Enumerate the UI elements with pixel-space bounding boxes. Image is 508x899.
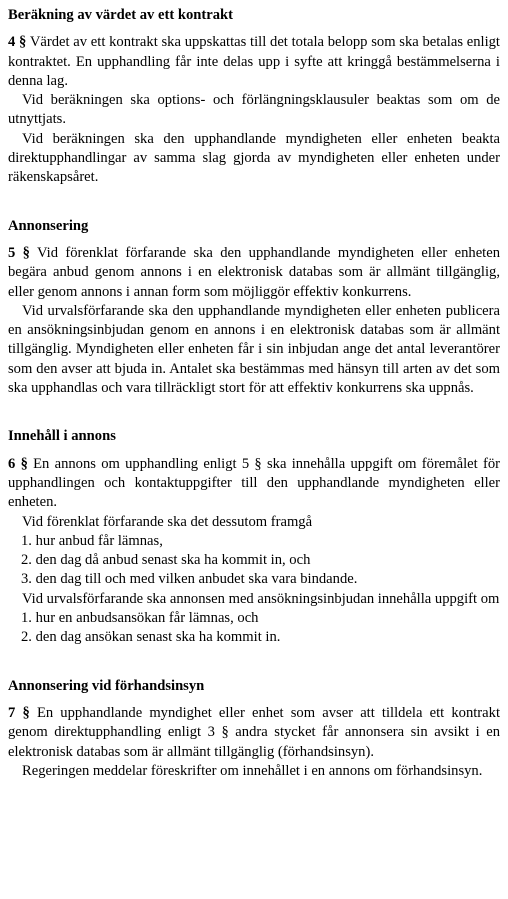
- section-prior-transparency: [8, 677, 500, 781]
- paragraph-mark: 7 §: [8, 704, 30, 721]
- list-item: 2. den dag då anbud senast ska ha kommit in, och: [21, 552, 311, 569]
- section-gap: [8, 398, 500, 427]
- paragraph: [8, 704, 500, 762]
- paragraph: Vid urvalsförfarande ska annonsen med ansökningsinbjudan innehålla uppgift om: [22, 590, 500, 607]
- section-value-calculation: [8, 6, 500, 188]
- list-item: 2. den dag ansökan senast ska ha kommit in.: [21, 629, 281, 646]
- numbered-list: [8, 609, 500, 648]
- list-item: 1. hur anbud får lämnas,: [21, 532, 163, 549]
- section-heading: Annonsering vid förhandsinsyn: [8, 677, 205, 694]
- numbered-list: [8, 532, 500, 590]
- paragraph: Vid förenklat förfarande ska det dessutom framgå: [22, 513, 313, 530]
- paragraph: [8, 455, 500, 513]
- paragraph-text: En upphandlande myndighet eller enhet som avser att tilldela ett kontrakt genom direktupphandling enligt 3 § andra stycket får annonsera sin avsikt i en elektronisk databas som är allmänt tillgänglig (förhandsinsyn).: [8, 704, 500, 760]
- paragraph: Vid beräkningen ska options- och förlängningsklausuler beaktas som om de utnyttjats.: [8, 92, 500, 128]
- section-gap: [8, 648, 500, 677]
- paragraph-mark: 5 §: [8, 244, 30, 261]
- section-ad-content: [8, 427, 500, 647]
- paragraph-text: Värdet av ett kontrakt ska uppskattas till det totala belopp som ska betalas enligt kontraktet. En upphandling får inte delas upp i syfte att kringgå bestämmelserna i denna lag.: [8, 34, 500, 89]
- paragraph-mark: 4 §: [8, 34, 27, 51]
- list-item: 3. den dag till och med vilken anbudet ska vara bindande.: [21, 571, 358, 588]
- section-heading: Innehåll i annons: [8, 428, 116, 445]
- section-advertising: [8, 217, 500, 399]
- paragraph: [8, 244, 500, 302]
- section-heading: Annonsering: [8, 217, 89, 234]
- paragraph-text: En annons om upphandling enligt 5 § ska innehålla uppgift om föremålet för upphandlingen och kontaktuppgifter till den upphandlande myndigheten eller enheten.: [8, 455, 500, 511]
- paragraph: Vid urvalsförfarande ska den upphandlande myndigheten eller enheten publicera en ansökningsinbjudan genom en annons i en elektronisk databas som är allmänt tillgänglig. Myndigheten eller enheten får i sin inbjudan ange det antal leverantörer som den avser att bjuda in. Antalet ska bestämmas med hänsyn till arten av det som ska upphandlas och vara tillräckligt stort för att effektiv konkurrens ska uppnås.: [8, 302, 500, 397]
- section-gap: [8, 188, 500, 217]
- paragraph: Vid beräkningen ska den upphandlande myndigheten eller enheten beakta direktupphandlingar av samma slag gjorda av myndigheten eller enheten under räkenskapsåret.: [8, 130, 500, 186]
- paragraph: Regeringen meddelar föreskrifter om innehållet i en annons om förhandsinsyn.: [22, 762, 483, 779]
- paragraph-mark: 6 §: [8, 455, 28, 472]
- section-heading: Beräkning av värdet av ett kontrakt: [8, 7, 233, 23]
- document-page: [8, 6, 500, 781]
- list-item: 1. hur en anbudsansökan får lämnas, och: [21, 610, 259, 627]
- paragraph: [8, 33, 500, 91]
- paragraph-text: Vid förenklat förfarande ska den upphandlande myndigheten eller enheten begära anbud genom annons i en elektronisk databas som är allmänt tillgänglig, eller genom annons i annan form som möjliggör effektiv konkurrens.: [8, 244, 501, 300]
